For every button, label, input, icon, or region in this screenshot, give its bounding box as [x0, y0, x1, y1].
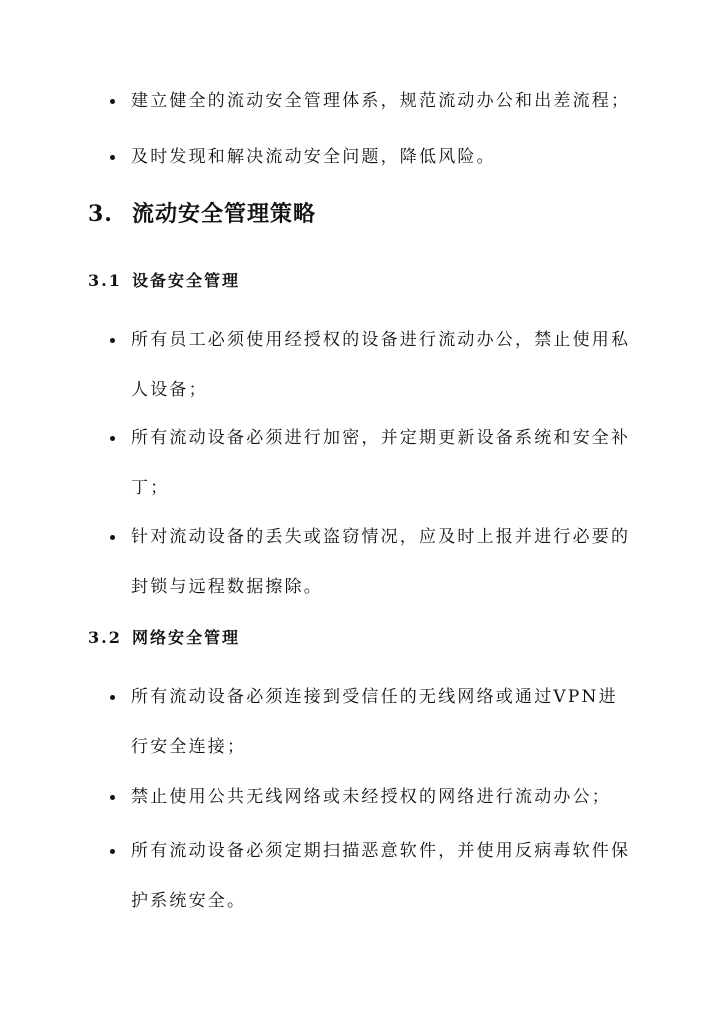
bullet-icon	[110, 338, 115, 343]
list-item-text: 建立健全的流动安全管理体系，规范流动办公和出差流程；	[131, 91, 631, 111]
list-item-text: 及时发现和解决流动安全问题，降低风险。	[131, 147, 496, 167]
subsection-number: 3.2	[88, 628, 122, 647]
subsection-title: 设备安全管理	[132, 271, 241, 290]
bullet-icon	[110, 849, 115, 854]
subsection-number: 3.1	[88, 271, 122, 290]
list-item-text: 所有流动设备必须定期扫描恶意软件，并使用反病毒软件保护系统安全。	[131, 841, 631, 911]
section-number: 3.	[88, 201, 113, 227]
list-item-text: 针对流动设备的丢失或盗窃情况，应及时上报并进行必要的封锁与远程数据擦除。	[131, 527, 631, 597]
bullet-icon	[110, 155, 115, 160]
subsection-heading	[88, 623, 240, 653]
list-item-text: 所有流动设备必须进行加密，并定期更新设备系统和安全补丁；	[131, 428, 631, 498]
subsection-title: 网络安全管理	[132, 628, 241, 647]
bullet-icon	[110, 535, 115, 540]
bullet-icon	[110, 436, 115, 441]
bullet-icon	[110, 99, 115, 104]
bullet-icon	[110, 795, 115, 800]
section-title: 流动安全管理策略	[132, 201, 317, 227]
list-item-text: 禁止使用公共无线网络或未经授权的网络进行流动办公；	[131, 787, 611, 807]
list-item-text: 所有流动设备必须连接到受信任的无线网络或通过VPN进行安全连接；	[131, 687, 618, 757]
bullet-icon	[110, 695, 115, 700]
list-item-text: 所有员工必须使用经授权的设备进行流动办公，禁止使用私人设备；	[131, 330, 631, 400]
subsection-heading	[88, 266, 240, 296]
section-heading	[88, 194, 316, 234]
